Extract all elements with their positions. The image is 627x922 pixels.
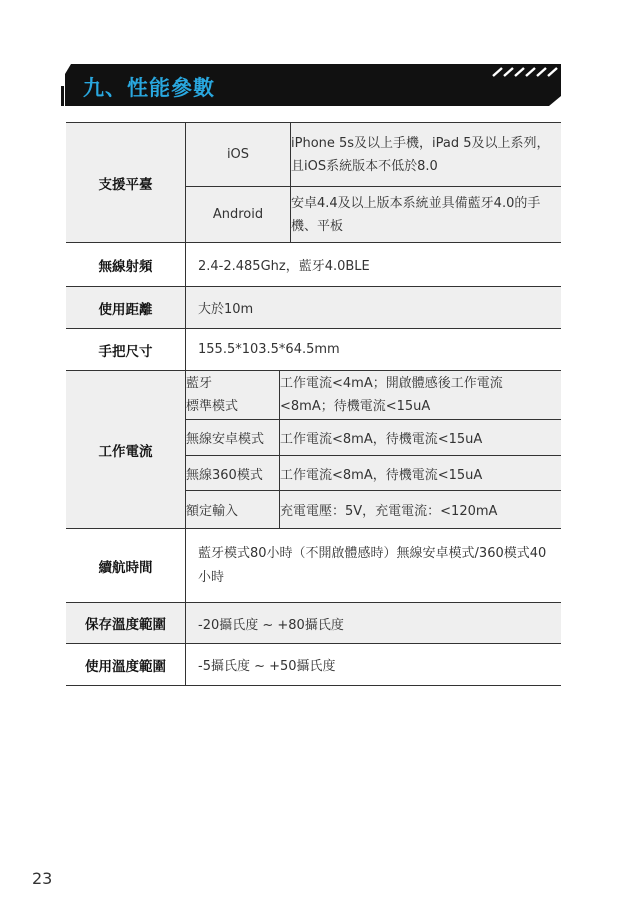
current-android-value: 工作電流<8mA，待機電流<15uA	[280, 420, 562, 456]
platform-android-name: Android	[186, 187, 291, 243]
current-rated-value: 充電電壓：5V，充電電流：<120mA	[280, 491, 562, 529]
row-label-use-temp: 使用溫度範圍	[66, 644, 186, 686]
current-rated-mode: 額定輸入	[186, 491, 280, 529]
current-android-mode: 無線安卓模式	[186, 420, 280, 456]
page-number: 23	[32, 869, 53, 888]
row-value-range: 大於10m	[186, 287, 562, 329]
current-bt-mode-line2: 標準模式	[186, 399, 239, 414]
row-label-range: 使用距離	[66, 287, 186, 329]
platform-ios-desc: iPhone 5s及以上手機，iPad 5及以上系列，且iOS系統版本不低於8.0	[291, 123, 562, 187]
row-value-storage-temp: -20攝氏度 ~ +80攝氏度	[186, 603, 562, 644]
table-row	[66, 529, 561, 603]
platform-subtable	[186, 123, 561, 242]
table-row	[66, 371, 561, 529]
table-row	[66, 243, 561, 287]
section-banner	[61, 64, 561, 106]
platform-android-desc: 安卓4.4及以上版本系統並具備藍牙4.0的手機、平板	[291, 187, 562, 243]
current-bt-mode-line1: 藍牙	[186, 376, 213, 391]
current-360-mode: 無線360模式	[186, 456, 280, 491]
row-value-use-temp: -5攝氏度 ~ +50攝氏度	[186, 644, 562, 686]
table-row	[66, 329, 561, 371]
row-label-rf: 無線射頻	[66, 243, 186, 287]
table-row	[66, 287, 561, 329]
section-title: 九、性能參數	[83, 76, 215, 100]
row-label-battery: 續航時間	[66, 529, 186, 603]
table-row	[66, 644, 561, 686]
current-bt-value: 工作電流<4mA；開啟體感後工作電流<8mA；待機電流<15uA	[280, 371, 562, 420]
row-value-battery: 藍牙模式80小時（不開啟體感時）無線安卓模式/360模式40小時	[186, 529, 562, 603]
platform-ios-name: iOS	[186, 123, 291, 187]
row-value-rf: 2.4-2.485Ghz，藍牙4.0BLE	[186, 243, 562, 287]
table-row	[66, 603, 561, 644]
current-360-value: 工作電流<8mA，待機電流<15uA	[280, 456, 562, 491]
row-value-size: 155.5*103.5*64.5mm	[186, 329, 562, 371]
row-label-size: 手把尺寸	[66, 329, 186, 371]
table-row	[66, 123, 561, 243]
row-label-current: 工作電流	[66, 371, 186, 529]
spec-table	[66, 122, 561, 686]
current-subtable	[186, 371, 561, 528]
row-label-platform: 支援平臺	[66, 123, 186, 243]
row-label-storage-temp: 保存溫度範圍	[66, 603, 186, 644]
current-bt-mode	[186, 371, 280, 420]
